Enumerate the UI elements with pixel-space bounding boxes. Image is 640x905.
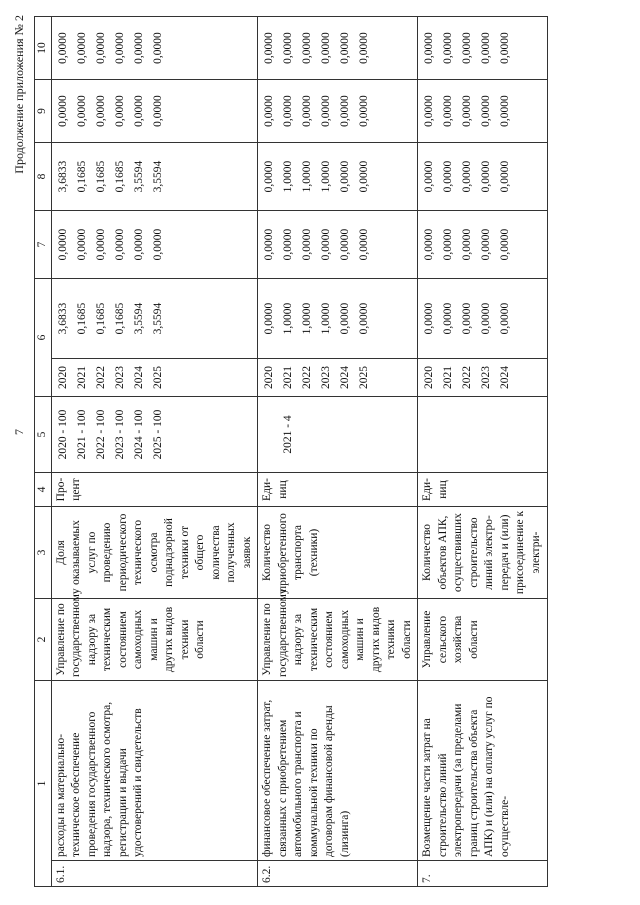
amount: 0,0000 <box>339 160 352 193</box>
amount: 0,0000 <box>358 228 371 261</box>
amount: 0,0000 <box>499 160 512 193</box>
amount: 0,0000 <box>301 32 314 64</box>
target-value: 2024 - 100 <box>132 409 145 460</box>
year: 2024 <box>499 366 512 389</box>
col8-values <box>258 143 418 211</box>
amount: 1,0000 <box>320 302 333 335</box>
page-header <box>6 15 36 875</box>
amount: 0,0000 <box>339 32 352 64</box>
amount: 0,0000 <box>461 302 474 335</box>
amount: 0,0000 <box>442 160 455 193</box>
column-number: 7 <box>35 211 52 279</box>
indicator: Количество приобретенного транспорта (техники) <box>258 507 418 599</box>
amount: 0,0000 <box>461 95 474 127</box>
appendix-title: Продолжение приложения № 2 <box>12 15 26 174</box>
amount: 0,0000 <box>56 32 69 64</box>
column-number: 10 <box>35 17 52 80</box>
indicator: Количество объектов АПК, осуществивших строительство линий электро-передач и (или) присоединение к электри- <box>418 507 547 599</box>
amount: 3,6833 <box>56 160 69 193</box>
col10-values <box>418 17 547 80</box>
amount: 3,5594 <box>132 302 145 335</box>
amount: 0,0000 <box>499 32 512 64</box>
amount: 0,0000 <box>423 95 436 127</box>
amount: 0,0000 <box>461 228 474 261</box>
col9-values <box>418 80 547 143</box>
year: 2022 <box>461 366 474 389</box>
amount: 0,0000 <box>499 95 512 127</box>
year: 2021 <box>442 366 455 389</box>
year: 2025 <box>151 366 164 389</box>
amount: 0,0000 <box>94 228 107 261</box>
amount: 0,0000 <box>442 302 455 335</box>
col8-values <box>51 143 258 211</box>
amount: 0,0000 <box>358 32 371 64</box>
amount: 0,0000 <box>358 160 371 193</box>
years <box>258 359 418 397</box>
year: 2023 <box>113 366 126 389</box>
amount: 0,0000 <box>151 95 164 127</box>
amount: 0,0000 <box>75 228 88 261</box>
row-number: 7. <box>418 861 547 887</box>
target-values <box>418 397 547 473</box>
amount: 0,0000 <box>132 32 145 64</box>
amount: 0,0000 <box>339 228 352 261</box>
table-row <box>258 17 418 887</box>
year: 2021 <box>282 366 295 389</box>
year: 2022 <box>301 366 314 389</box>
column-number-row <box>35 17 52 887</box>
amount: 0,0000 <box>480 160 493 193</box>
year: 2022 <box>94 366 107 389</box>
amount: 0,0000 <box>320 228 333 261</box>
table-row <box>51 17 258 887</box>
years <box>51 359 258 397</box>
target-values <box>258 397 418 473</box>
target-value: 2023 - 100 <box>113 409 126 460</box>
year: 2020 <box>56 366 69 389</box>
amount: 0,0000 <box>480 95 493 127</box>
amount: 0,0000 <box>461 160 474 193</box>
amount: 0,0000 <box>75 32 88 64</box>
col8-values <box>418 143 547 211</box>
amount: 0,0000 <box>499 228 512 261</box>
amount: 0,1685 <box>75 302 88 335</box>
col10-values <box>258 17 418 80</box>
amount: 0,0000 <box>263 95 276 127</box>
column-number: 9 <box>35 80 52 143</box>
row-number: 6.2. <box>258 861 418 887</box>
col6-values <box>418 279 547 359</box>
col6-values <box>258 279 418 359</box>
column-number: 5 <box>35 397 52 473</box>
amount: 0,0000 <box>320 32 333 64</box>
amount: 0,1685 <box>113 302 126 335</box>
amount: 0,0000 <box>442 228 455 261</box>
amount: 0,0000 <box>282 228 295 261</box>
year: 2025 <box>358 366 371 389</box>
year: 2023 <box>480 366 493 389</box>
amount: 0,0000 <box>94 32 107 64</box>
target-value: 2025 - 100 <box>151 409 164 460</box>
amount: 1,0000 <box>301 160 314 193</box>
amount: 0,0000 <box>423 32 436 64</box>
amount: 0,0000 <box>75 95 88 127</box>
amount: 0,0000 <box>151 32 164 64</box>
amount: 1,0000 <box>282 302 295 335</box>
amount: 0,0000 <box>320 95 333 127</box>
target-value: 2020 - 100 <box>56 409 69 460</box>
amount: 0,0000 <box>94 95 107 127</box>
year: 2020 <box>263 366 276 389</box>
target-value: 2021 - 100 <box>75 409 88 460</box>
year: 2024 <box>339 366 352 389</box>
amount: 0,0000 <box>56 95 69 127</box>
column-number: 2 <box>35 599 52 681</box>
amount: 3,5594 <box>151 160 164 193</box>
table-row <box>418 17 547 887</box>
column-number: 6 <box>35 279 52 397</box>
amount: 0,0000 <box>263 302 276 335</box>
amount: 3,5594 <box>151 302 164 335</box>
amount: 0,0000 <box>56 228 69 261</box>
amount: 0,0000 <box>339 95 352 127</box>
amount: 0,0000 <box>282 32 295 64</box>
amount: 0,0000 <box>442 95 455 127</box>
program-table <box>34 16 548 887</box>
column-number: 3 <box>35 507 52 599</box>
col6-values <box>51 279 258 359</box>
amount: 0,0000 <box>339 302 352 335</box>
amount: 0,0000 <box>480 32 493 64</box>
row-number: 6.1. <box>51 861 258 887</box>
amount: 0,1685 <box>94 302 107 335</box>
measure-name: финансовое обеспечение затрат, связанных с приобретением автомобильного транспорта и коммунальной техники по договорам финансовой аренды (лизинга) <box>258 681 418 861</box>
amount: 0,0000 <box>461 32 474 64</box>
col7-values <box>51 211 258 279</box>
amount: 0,0000 <box>480 302 493 335</box>
col7-values <box>258 211 418 279</box>
year: 2020 <box>423 366 436 389</box>
amount: 0,0000 <box>358 302 371 335</box>
executor: Управление сельского хозяйства области <box>418 599 547 681</box>
amount: 0,0000 <box>113 32 126 64</box>
year: 2021 <box>75 366 88 389</box>
amount: 0,0000 <box>282 95 295 127</box>
column-number: 4 <box>35 473 52 507</box>
executor: Управление по государственному надзору за техническим состоянием самоходных машин и других видов техники области <box>51 599 258 681</box>
amount: 0,0000 <box>263 160 276 193</box>
amount: 0,0000 <box>113 95 126 127</box>
amount: 0,1685 <box>94 160 107 193</box>
amount: 0,0000 <box>480 228 493 261</box>
executor: Управление по государственному надзору за техническим состоянием самоходных машин и других видов техники области <box>258 599 418 681</box>
unit: Про-цент <box>51 473 258 507</box>
page-number: 7 <box>12 429 26 435</box>
amount: 0,0000 <box>499 302 512 335</box>
amount: 0,1685 <box>75 160 88 193</box>
target-values <box>51 397 258 473</box>
measure-name: расходы на материально-техническое обеспечение проведения государственного надзора, технического осмотра, регистрации и выдачи удостоверений и свидетельств <box>51 681 258 861</box>
col7-values <box>418 211 547 279</box>
amount: 0,0000 <box>423 228 436 261</box>
amount: 0,0000 <box>301 228 314 261</box>
amount: 0,0000 <box>151 228 164 261</box>
col10-values <box>51 17 258 80</box>
unit: Еди-ниц <box>258 473 418 507</box>
amount: 0,0000 <box>132 95 145 127</box>
amount: 0,0000 <box>132 228 145 261</box>
column-number: 1 <box>35 681 52 887</box>
col9-values <box>51 80 258 143</box>
amount: 0,0000 <box>442 32 455 64</box>
amount: 3,6833 <box>56 302 69 335</box>
measure-name: Возмещение части затрат на строительство линий электропередачи (за пределами границ строительства объекта АПК) и (или) на оплату услуг по осуществле- <box>418 681 547 861</box>
column-number: 8 <box>35 143 52 211</box>
years <box>418 359 547 397</box>
target-value: 2021 - 4 <box>282 415 295 454</box>
amount: 1,0000 <box>301 302 314 335</box>
amount: 1,0000 <box>282 160 295 193</box>
unit: Еди-ниц <box>418 473 547 507</box>
indicator: Доля оказываемых услуг по проведению периодического технического осмотра поднадзорной техники от общего количества полученных заявок <box>51 507 258 599</box>
year: 2023 <box>320 366 333 389</box>
amount: 0,0000 <box>358 95 371 127</box>
amount: 0,0000 <box>301 95 314 127</box>
amount: 0,0000 <box>423 302 436 335</box>
amount: 1,0000 <box>320 160 333 193</box>
amount: 0,0000 <box>423 160 436 193</box>
target-value: 2022 - 100 <box>94 409 107 460</box>
amount: 0,0000 <box>263 228 276 261</box>
amount: 3,5594 <box>132 160 145 193</box>
amount: 0,0000 <box>263 32 276 64</box>
col9-values <box>258 80 418 143</box>
year: 2024 <box>132 366 145 389</box>
amount: 0,1685 <box>113 160 126 193</box>
amount: 0,0000 <box>113 228 126 261</box>
